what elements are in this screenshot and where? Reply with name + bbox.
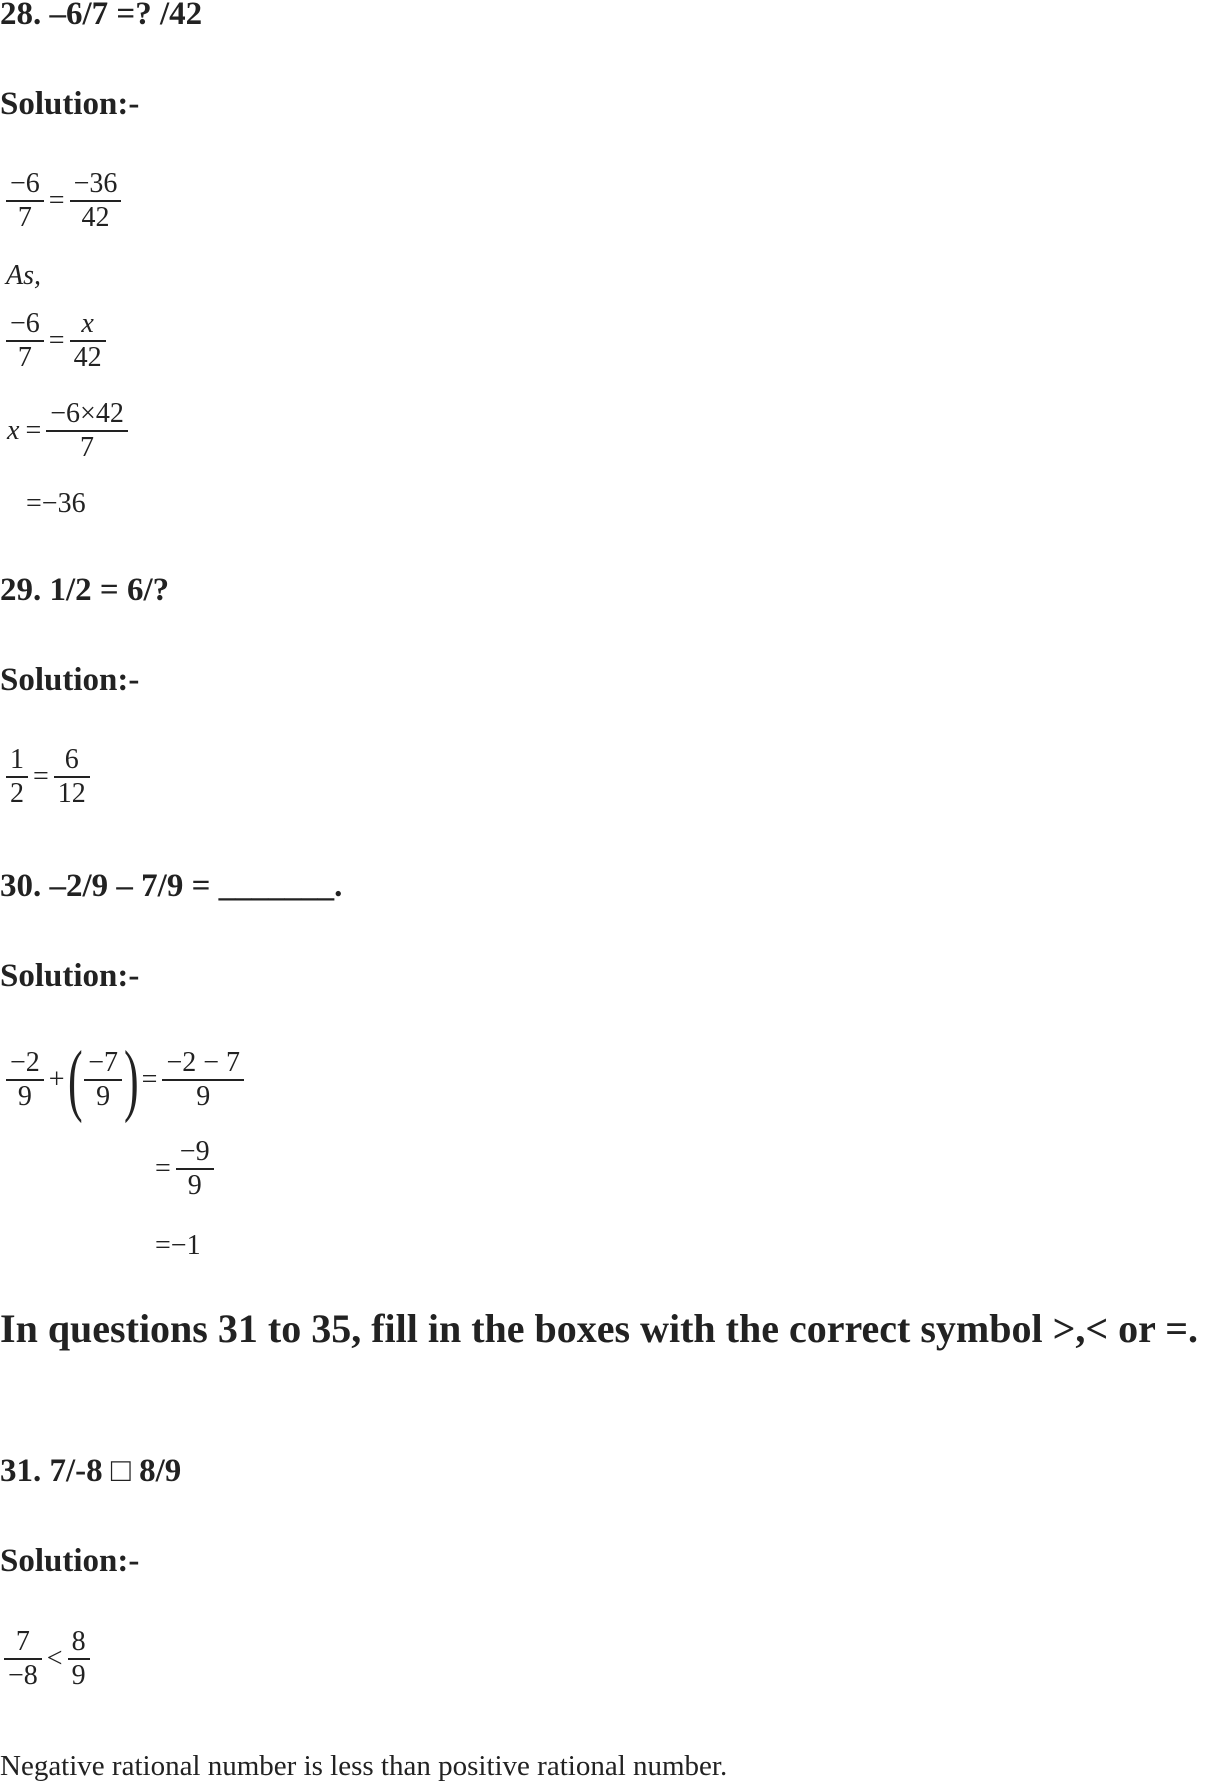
question-29-title: 29. 1/2 = 6/?	[0, 572, 170, 608]
fraction: $\frac{-6}{7}$	[6, 168, 44, 234]
section-instruction: In questions 31 to 35, fill in the boxes with the correct symbol >,< or =.	[0, 1306, 1199, 1351]
equation-30-3: =−1	[155, 1230, 201, 1261]
explanation-note: Negative rational number is less than positive rational number.	[0, 1750, 728, 1782]
fraction: $\frac{-2}{9}$	[6, 1047, 44, 1113]
fraction: $\frac{x}{42}$	[70, 308, 106, 374]
equation-28-4: =−36	[26, 488, 86, 519]
equation-31-1: $\frac{7}{-8}$ < $\frac{8}{9}$	[2, 1626, 92, 1692]
left-paren: (	[67, 1036, 83, 1124]
fraction: $\frac{6}{12}$	[54, 744, 90, 810]
fraction: $\frac{-36}{42}$	[70, 168, 122, 234]
equation-29-1: $\frac{1}{2}$ = $\frac{6}{12}$	[4, 744, 92, 810]
solution-label: Solution:-	[0, 1543, 140, 1579]
equation-30-2: = $\frac{-9}{9}$	[152, 1136, 216, 1202]
fraction: $\frac{-6\times 42}{7}$	[46, 398, 128, 464]
solution-label: Solution:-	[0, 662, 140, 698]
solution-label: Solution:-	[0, 86, 140, 122]
fraction: $\frac{1}{2}$	[6, 744, 28, 810]
fraction: $\frac{7}{-8}$	[4, 1626, 42, 1692]
solution-label: Solution:-	[0, 958, 140, 994]
as-label: As,	[6, 260, 41, 291]
equation-30-1: $\frac{-2}{9}$ + ( $\frac{-7}{9}$ ) = $\frac{-2 - 7}{9}$	[4, 1040, 246, 1120]
fraction: $\frac{-6}{7}$	[6, 308, 44, 374]
equation-28-3: x = $\frac{-6\times 42}{7}$	[4, 398, 130, 464]
question-31-title: 31. 7/-8 □ 8/9	[0, 1453, 182, 1489]
fraction: $\frac{-7}{9}$	[84, 1047, 122, 1113]
right-paren: )	[124, 1036, 139, 1124]
equation-28-2: $\frac{-6}{7}$ = $\frac{x}{42}$	[4, 308, 108, 374]
fraction: $\frac{8}{9}$	[68, 1626, 90, 1692]
equation-28-1: $\frac{-6}{7}$ = $\frac{-36}{42}$	[4, 168, 123, 234]
fraction: $\frac{-9}{9}$	[176, 1136, 214, 1202]
question-30-title: 30. –2/9 – 7/9 = _______.	[0, 868, 343, 904]
question-28-title: 28. –6/7 =? /42	[0, 0, 203, 32]
fraction: $\frac{-2 - 7}{9}$	[162, 1047, 244, 1113]
